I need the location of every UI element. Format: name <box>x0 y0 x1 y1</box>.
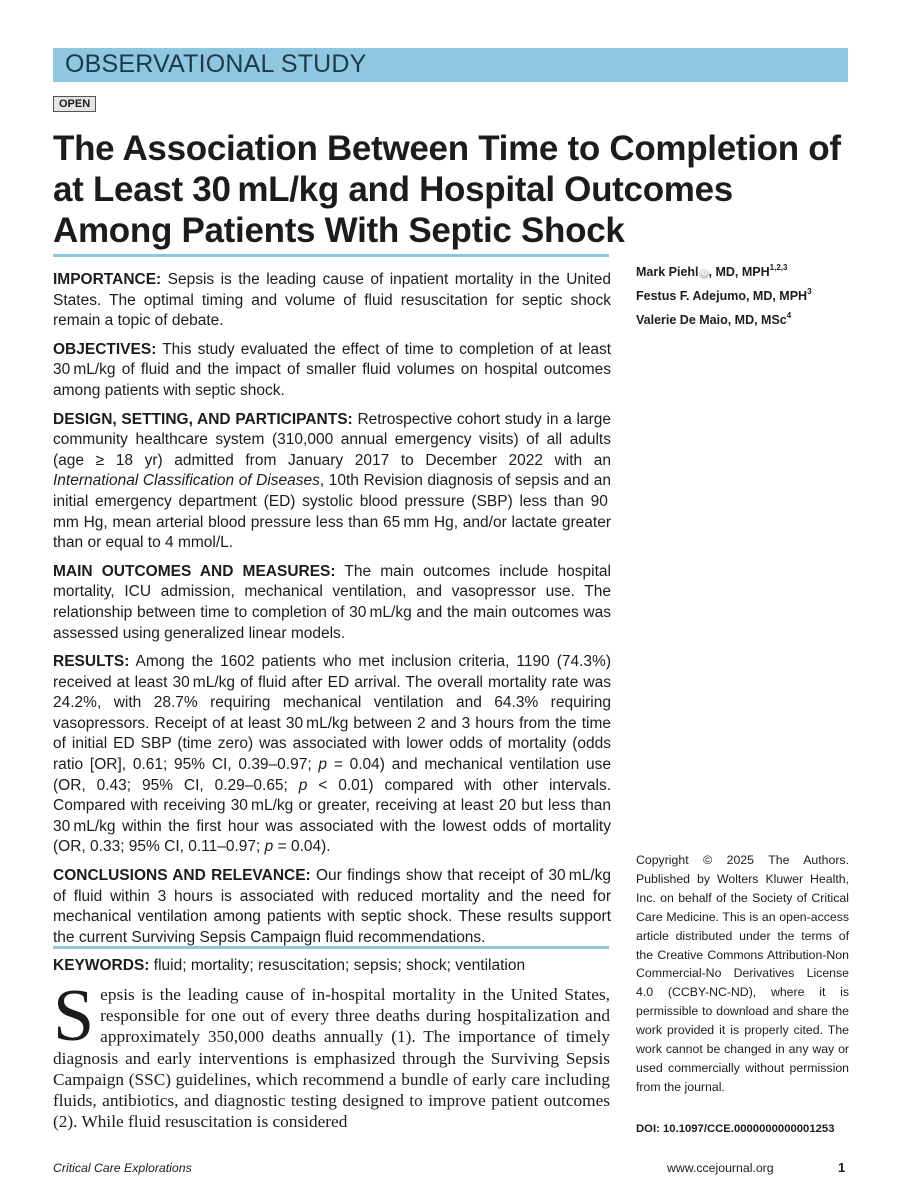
open-access-badge: OPEN <box>53 96 96 112</box>
author-affiliation: 4 <box>786 311 792 320</box>
author-name: Festus F. Adejumo <box>636 289 746 303</box>
objectives-label: OBJECTIVES: <box>53 340 157 358</box>
section-banner <box>53 48 848 82</box>
abstract-bottom-rule <box>53 946 609 949</box>
author-degrees: , MD, MPH <box>708 265 770 279</box>
abstract-results <box>53 652 611 858</box>
author-1 <box>636 260 896 284</box>
abstract-top-rule <box>53 254 609 257</box>
drop-cap: S <box>53 975 95 1057</box>
author-affiliation: 3 <box>807 287 812 296</box>
results-p-2: p <box>298 776 308 794</box>
intro-text: epsis is the leading cause of in-hospital mortality in the United States, responsible for one out of every three deaths during hospitalization and approximately 350,000 deaths annually (1). The importance of timely diagnosis and early interventions is emphasized through the Surviving Sepsis Campaign (SSC) guidelines, which recommend a bundle of early care including fluids, antibiotics, and diagnostic testing designed to improve patient outcomes (2). While fluid resuscitation is considered <box>53 985 610 1132</box>
journal-name: Critical Care Explorations <box>53 1161 192 1175</box>
author-degrees: , MD, MPH <box>745 289 808 303</box>
abstract-conclusions <box>53 866 611 948</box>
results-text-4: = 0.04). <box>277 838 331 856</box>
abstract-design <box>53 410 611 554</box>
conclusions-label: CONCLUSIONS AND RELEVANCE: <box>53 867 311 885</box>
abstract-keywords <box>53 956 611 977</box>
doi-link[interactable]: DOI: 10.1097/CCE.0000000000001253 <box>636 1123 835 1135</box>
results-label: RESULTS: <box>53 653 130 671</box>
author-affiliation: 1,2,3 <box>769 263 788 272</box>
author-2 <box>636 284 896 308</box>
outcomes-label: MAIN OUTCOMES AND MEASURES: <box>53 562 336 580</box>
section-label: OBSERVATIONAL STUDY <box>65 50 367 78</box>
design-text-1: Retrospective cohort study in a large community healthcare system (310,000 annual emergency visits) of all adults (age ≥ 18 yr) admitted from January 2017 to December 2022 with an <box>53 410 612 469</box>
importance-label: IMPORTANCE: <box>53 271 162 288</box>
abstract <box>53 270 611 985</box>
objectives-text: This study evaluated the effect of time to completion of at least 30 mL/kg of fluid and the impact of smaller fluid volumes on hospital outcomes among patients with septic shock. <box>53 340 611 399</box>
author-degrees: , MD, MSc <box>727 313 787 327</box>
author-name: Valerie De Maio <box>636 313 728 327</box>
design-label: DESIGN, SETTING, AND PARTICIPANTS: <box>53 410 353 428</box>
journal-url[interactable]: www.ccejournal.org <box>667 1161 774 1175</box>
results-text-2: = 0.04) and mechanical ventilation use (OR, 0.43; 95% CI, 0.29–0.65; <box>53 756 612 794</box>
author-name: Mark Piehl <box>636 265 699 279</box>
outcomes-text: The main outcomes include hospital mortality, ICU admission, mechanical ventilation, and vasopressor use. The relationship between time to completion of 30 mL/kg and the main outcomes was assessed using generalized linear models. <box>53 562 611 642</box>
abstract-outcomes <box>53 562 611 644</box>
design-text-2: , 10th Revision diagnosis of sepsis and an initial emergency department (ED) systolic blood pressure (SBP) less than 90 mm Hg, mean arterial blood pressure less than 65 mm Hg, and/or lactate greater than or equal to 4 mmol/L. <box>53 472 612 552</box>
importance-text: Sepsis is the leading cause of inpatient mortality in the United States. The optimal timing and volume of fluid resuscitation for septic shock remain a topic of debate. <box>53 271 612 330</box>
copyright-notice: Copyright © 2025 The Authors. Published by Wolters Kluwer Health, Inc. on behalf of the Society of Critical Care Medicine. This is an open-access article distributed under the terms of the Creative Commons Attribution-Non Commercial-No Derivatives License 4.0 (CCBY-NC-ND), where it is permissible to download and share the work provided it is properly cited. The work cannot be changed in any way or used commercially without permission from the journal. <box>636 853 849 1094</box>
intro-paragraph <box>53 975 610 1132</box>
conclusions-text: Our findings show that receipt of 30 mL/kg of fluid within 3 hours is associated with reduced mortality and the need for mechanical ventilation among patients with septic shock. These results support the current Surviving Sepsis Campaign fluid recommendations. <box>53 867 611 946</box>
orcid-icon[interactable]: iD <box>700 270 708 277</box>
keywords-text: fluid; mortality; resuscitation; sepsis; shock; ventilation <box>153 957 526 975</box>
design-italic: International Classification of Diseases <box>53 472 320 490</box>
results-text-3: < 0.01) compared with other intervals. Compared with receiving 30 mL/kg or greater, receiving at least 20 but less than 30 mL/kg within the first hour was associated with the lowest odds of mortality (OR, 0.33; 95% CI, 0.11–0.97; <box>53 776 612 856</box>
keywords-label: KEYWORDS: <box>53 957 150 975</box>
results-text-1: Among the 1602 patients who met inclusion criteria, 1190 (74.3%) received at least 30 mL/kg of fluid after ED arrival. The overall mortality rate was 24.2%, with 28.7% requiring mechanical ventilation and 64.3% requiring vasopressors. Receipt of at least 30 mL/kg between 2 and 3 hours from the time of initial ED SBP (time zero) was associated with lower odds of mortality (odds ratio [OR], 0.61; 95% CI, 0.39–0.97; <box>53 653 611 774</box>
abstract-importance <box>53 270 611 332</box>
article-title: The Association Between Time to Completion of at Least 30 mL/kg and Hospital Outcomes Among Patients With Septic Shock <box>53 129 841 250</box>
results-p-3: p <box>264 838 274 856</box>
results-p-1: p <box>318 756 328 774</box>
author-list <box>636 260 896 332</box>
author-3 <box>636 308 896 332</box>
page-number: 1 <box>838 1160 846 1175</box>
abstract-objectives <box>53 340 611 402</box>
